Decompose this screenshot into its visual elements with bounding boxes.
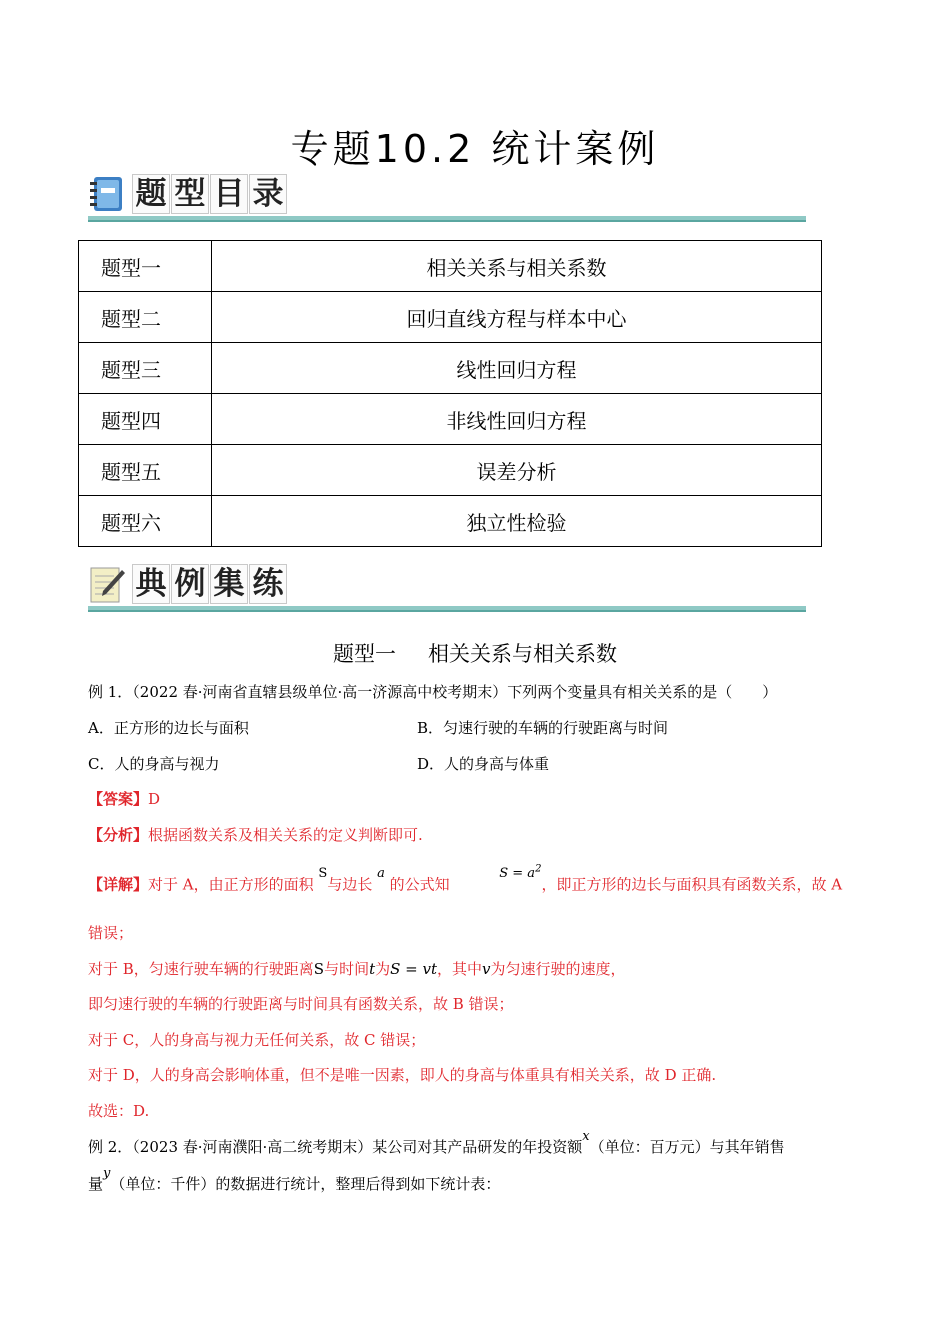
banner-char: 型	[171, 174, 209, 214]
detail-text: 对于 A，由正方形的面积	[148, 875, 314, 894]
detail-line-4: 即匀速行驶的车辆的行驶距离与时间具有函数关系，故 B 错误；	[88, 995, 514, 1013]
toc-value: 线性回归方程	[212, 343, 822, 394]
option-d: D．人的身高与体重	[417, 755, 550, 773]
formula-exp: 2	[535, 864, 542, 875]
answer-value: D	[148, 790, 161, 808]
analysis-text: 根据函数关系及相关关系的定义判断即可.	[148, 826, 423, 844]
detail-line-5: 对于 C，人的身高与视力无任何关系，故 C 错误；	[88, 1031, 426, 1049]
detail-text: 为	[375, 960, 391, 978]
option-b: B．匀速行驶的车辆的行驶距离与时间	[417, 719, 669, 737]
table-row	[79, 343, 822, 394]
banner-rule	[88, 216, 806, 222]
banner-char: 练	[249, 564, 287, 604]
example2-text: 量	[88, 1175, 104, 1193]
analysis-line	[88, 824, 423, 846]
toc-value: 独立性检验	[212, 496, 822, 547]
section-value: 相关关系与相关系数	[428, 642, 617, 666]
example2-text: （单位：百万元）与其年销售	[589, 1138, 785, 1156]
banner-char: 典	[132, 564, 170, 604]
detail-text: 的公式知	[389, 875, 450, 894]
toc-value: 误差分析	[212, 445, 822, 496]
detail-text: ，即正方形的边长与面积具有函数关系，故 A	[541, 875, 843, 894]
answer-label: 【答案】	[88, 790, 149, 808]
toc-value: 相关关系与相关系数	[212, 241, 822, 292]
var-y: y	[103, 1166, 111, 1181]
detail-text: 为匀速行驶的速度，	[490, 960, 626, 978]
var-s: S	[313, 960, 325, 978]
detail-line-3	[88, 958, 626, 980]
detail-line-6: 对于 D，人的身高会影响体重，但不是唯一因素，即人的身高与体重具有相关关系，故 D 正确.	[88, 1066, 717, 1084]
detail-text: 与时间	[324, 960, 370, 978]
toc-key: 题型五	[79, 445, 212, 496]
table-row	[79, 292, 822, 343]
banner-char: 录	[249, 174, 287, 214]
notebook-icon	[88, 174, 126, 214]
toc-key: 题型一	[79, 241, 212, 292]
var-x: x	[582, 1129, 590, 1144]
answer-line	[88, 788, 160, 810]
toc-key: 题型四	[79, 394, 212, 445]
example2-line-1	[88, 1129, 785, 1160]
banner-char: 集	[210, 564, 248, 604]
table-row	[79, 445, 822, 496]
toc-table	[78, 240, 822, 547]
page-title: 专题10.2 统计案例	[290, 127, 660, 171]
formula-text: S = a	[499, 866, 536, 882]
toc-key: 题型六	[79, 496, 212, 547]
option-c: C．人的身高与视力	[88, 755, 220, 773]
var-v: v	[482, 960, 491, 978]
banner-rule	[88, 606, 806, 612]
example2-line-2	[88, 1166, 501, 1197]
analysis-label: 【分析】	[88, 826, 149, 844]
toc-value: 非线性回归方程	[212, 394, 822, 445]
banner-char: 目	[210, 174, 248, 214]
var-s: S	[318, 866, 328, 882]
banner-char: 题	[132, 174, 170, 214]
table-row	[79, 394, 822, 445]
table-row	[79, 241, 822, 292]
example2-text: （单位：千件）的数据进行统计，整理后得到如下统计表：	[110, 1175, 501, 1193]
toc-key: 题型二	[79, 292, 212, 343]
detail-line-2: 错误；	[88, 924, 134, 942]
toc-value: 回归直线方程与样本中心	[212, 292, 822, 343]
toc-key: 题型三	[79, 343, 212, 394]
example2-text: 例 2．（2023 春·河南濮阳·高二统考期末）某公司对其产品研发的年投资额	[88, 1138, 583, 1156]
detail-text: ，其中	[437, 960, 483, 978]
banner-char: 例	[171, 564, 209, 604]
detail-text: 对于 B，匀速行驶车辆的行驶距离	[88, 960, 314, 978]
section-heading	[0, 638, 950, 668]
option-a: A．正方形的边长与面积	[88, 719, 249, 737]
detail-text: 与边长	[327, 875, 373, 894]
var-t: t	[369, 960, 376, 978]
example1-stem: 例 1．（2022 春·河南省直辖县级单位·高一济源高中校考期末）下列两个变量具有相关关系的是（ ）	[88, 683, 778, 701]
formula-distance: S = vt	[390, 960, 438, 978]
table-row	[79, 496, 822, 547]
detail-label: 【详解】	[88, 875, 149, 894]
pencil-note-icon	[88, 564, 126, 604]
formula-area	[499, 866, 541, 881]
detail-line-1	[88, 864, 843, 897]
detail-line-7: 故选：D.	[88, 1102, 150, 1120]
section-key: 题型一	[333, 642, 396, 666]
var-a: a	[377, 866, 385, 882]
